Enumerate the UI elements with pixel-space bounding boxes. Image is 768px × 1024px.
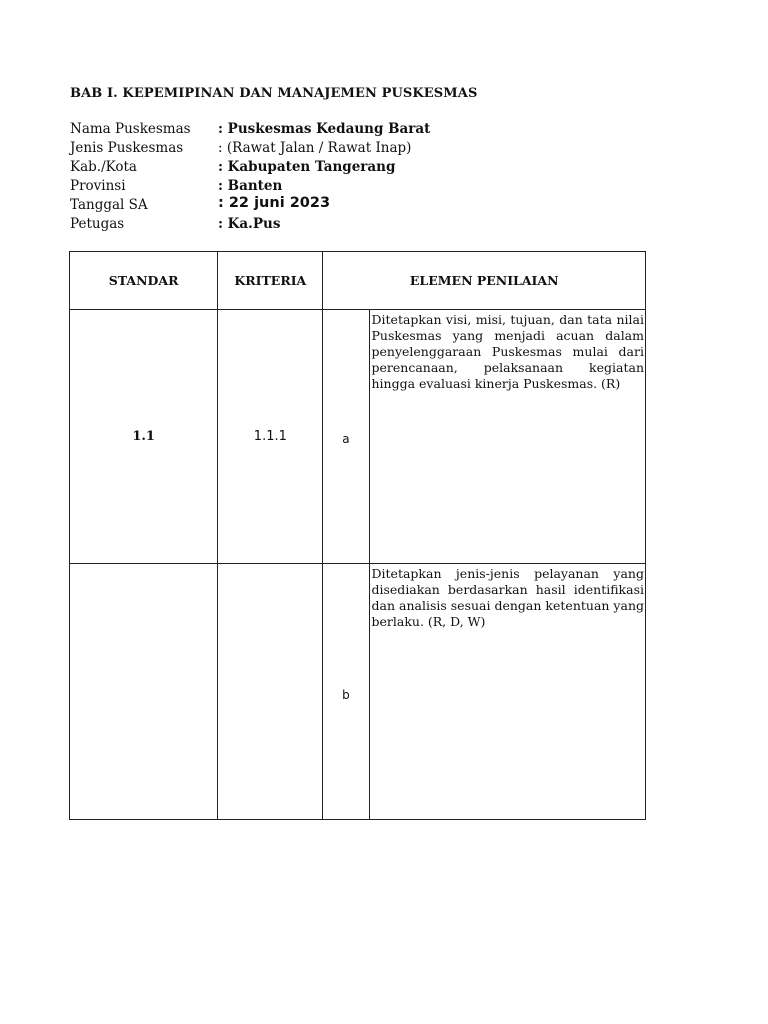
info-label: Jenis Puskesmas xyxy=(70,140,184,156)
table-row xyxy=(70,310,646,564)
cell-standar: 1.1 xyxy=(70,310,218,564)
header-standar: STANDAR xyxy=(70,252,218,310)
info-value: : 22 juni 2023 xyxy=(218,195,331,211)
cell-elemen: Ditetapkan jenis-jenis pelayanan yang disediakan berdasarkan hasil identifikasi dan analisis sesuai dengan ketentuan yang berlaku. (R, D, W) xyxy=(369,564,646,820)
info-value: : Banten xyxy=(218,178,283,194)
cell-kriteria xyxy=(218,564,323,820)
info-value: : Puskesmas Kedaung Barat xyxy=(218,121,431,137)
cell-letter: a xyxy=(323,310,369,564)
table-row xyxy=(70,564,646,820)
cell-standar xyxy=(70,564,218,820)
header-elemen: ELEMEN PENILAIAN xyxy=(323,252,646,310)
info-label: Nama Puskesmas xyxy=(70,121,191,137)
table-header-row xyxy=(70,252,646,310)
info-value: : Ka.Pus xyxy=(218,216,281,232)
info-label: Kab./Kota xyxy=(70,159,137,175)
info-label: Petugas xyxy=(70,216,125,232)
info-label: Tanggal SA xyxy=(70,197,148,213)
cell-elemen: Ditetapkan visi, misi, tujuan, dan tata nilai Puskesmas yang menjadi acuan dalam penyelenggaraan Puskesmas mulai dari perencanaan, pelaksanaan kegiatan hingga evaluasi kinerja Puskesmas. (R) xyxy=(369,310,646,564)
assessment-table xyxy=(69,251,646,820)
info-value: : (Rawat Jalan / Rawat Inap) xyxy=(218,140,412,156)
info-label: Provinsi xyxy=(70,178,126,194)
header-kriteria: KRITERIA xyxy=(218,252,323,310)
info-value: : Kabupaten Tangerang xyxy=(218,159,396,175)
cell-letter: b xyxy=(323,564,369,820)
page-title: BAB I. KEPEMIPINAN DAN MANAJEMEN PUSKESMAS xyxy=(70,86,478,101)
cell-kriteria: 1.1.1 xyxy=(218,310,323,564)
